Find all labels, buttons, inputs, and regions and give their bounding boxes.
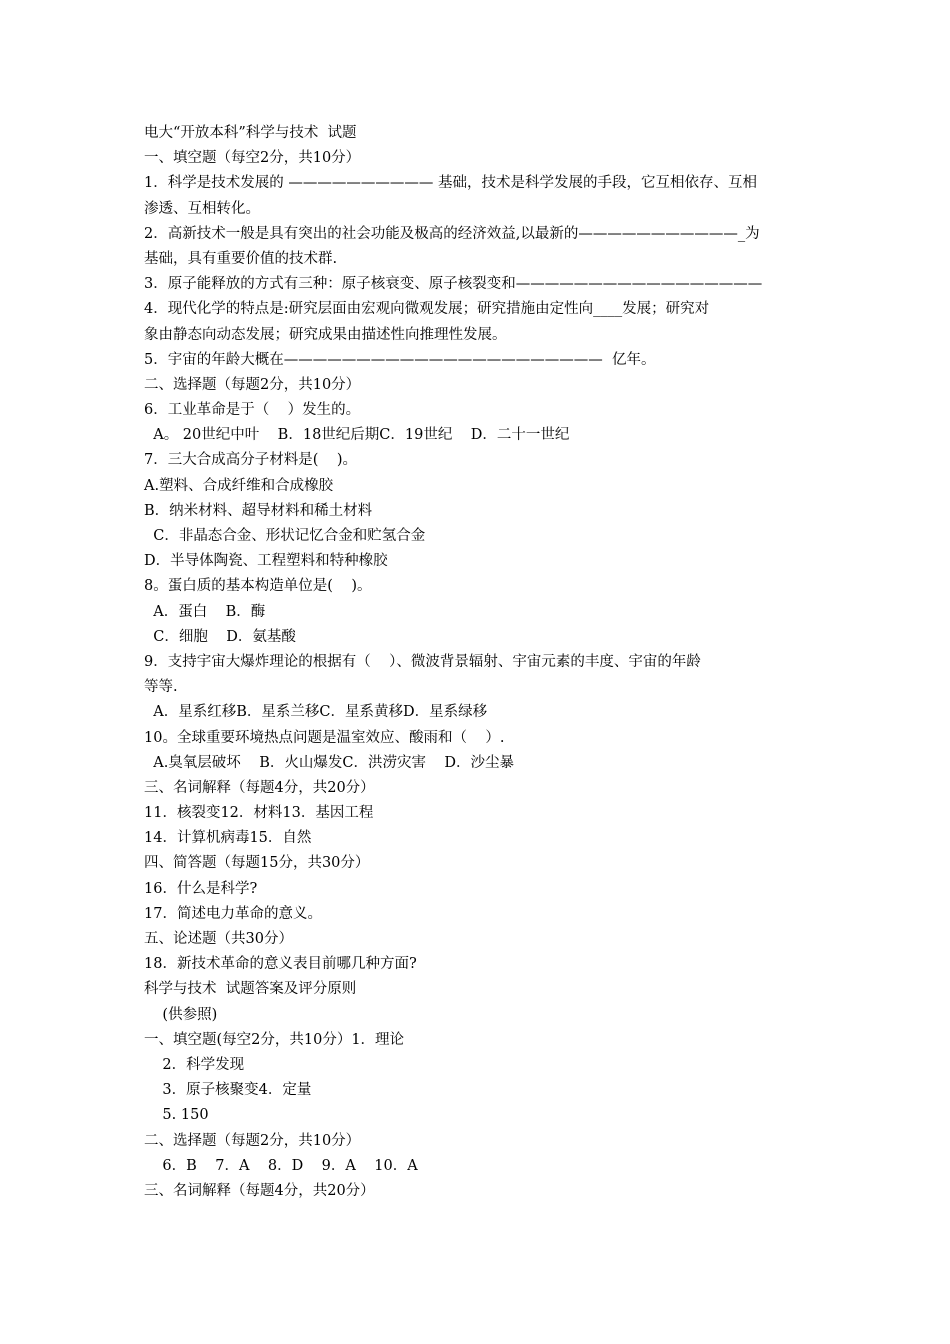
question-line: 10。全球重要环境热点问题是温室效应、酸雨和（ ）. (144, 729, 505, 746)
answer-title: 科学与技术 试题答案及评分原则 (144, 981, 357, 998)
question-line: 基础，具有重要价值的技术群. (144, 250, 338, 267)
section-heading: 二、选择题（每题2分，共10分） (144, 376, 361, 393)
question-line: 4．现代化学的特点是:研究层面由宏观向微观发展；研究措施由定性向____发展；研究对 (144, 301, 710, 318)
question-line: 2．高新技术一般是具有突出的社会功能及极高的经济效益,以最新的———————————_为 (144, 225, 760, 242)
option-line: A．蛋白 B．酶 (144, 603, 266, 620)
section-heading: 一、填空题（每空2分，共10分） (144, 150, 361, 167)
section-heading: 四、简答题（每题15分，共30分） (144, 855, 370, 872)
question-line: 等等. (144, 679, 178, 696)
answer-line: 6．B 7．A 8．D 9．A 10．A (144, 1157, 418, 1174)
question-line: 17．简述电力革命的意义。 (144, 905, 322, 922)
section-heading: 三、名词解释（每题4分，共20分） (144, 1182, 375, 1199)
question-line: 5．宇宙的年龄大概在—————————————————————— 亿年。 (144, 351, 656, 368)
doc-title: 电大“开放本科”科学与技术 试题 (144, 125, 357, 141)
option-line: A．星系红移B．星系兰移C．星系黄移D．星系绿移 (144, 704, 488, 721)
answer-line: 2．科学发现 (144, 1056, 245, 1073)
question-line: 渗透、互相转化。 (144, 200, 260, 217)
answer-line: 5. 150 (144, 1107, 209, 1124)
question-line: 3．原子能释放的方式有三种：原子核衰变、原子核裂变和————————————————— (144, 276, 763, 293)
question-line: 11．核裂变12．材料13．基因工程 (144, 805, 374, 822)
question-line: 象由静态向动态发展；研究成果由描述性向推理性发展。 (144, 326, 507, 343)
question-line: 1．科学是技术发展的 —————————— 基础，技术是科学发展的手段，它互相依存、互相 (144, 175, 757, 192)
question-line: 16．什么是科学? (144, 880, 258, 897)
option-line: D．半导体陶瓷、工程塑料和特种橡胶 (144, 553, 388, 570)
question-line: 6．工业革命是于（ ）发生的。 (144, 402, 361, 419)
answer-subtitle: (供参照) (144, 1006, 218, 1023)
answer-line: 3．原子核聚变4．定量 (144, 1082, 312, 1099)
question-line: 7．三大合成高分子材料是( )。 (144, 452, 357, 469)
option-line: A.塑料、合成纤维和合成橡胶 (144, 477, 334, 494)
option-line: B．纳米材料、超导材料和稀土材料 (144, 502, 373, 519)
question-line: 8。蛋白质的基本构造单位是( )。 (144, 578, 372, 595)
section-heading: 二、选择题（每题2分，共10分） (144, 1132, 361, 1149)
option-line: A.臭氧层破坏 B．火山爆发C．洪涝灾害 D．沙尘暴 (144, 754, 515, 771)
option-line: A。 20世纪中叶 B．18世纪后期C．19世纪 D．二十一世纪 (144, 427, 570, 444)
question-line: 9．支持宇宙大爆炸理论的根据有（ ）、微波背景辐射、宇宙元素的丰度、宇宙的年龄 (144, 653, 701, 670)
question-line: 14．计算机病毒15．自然 (144, 830, 312, 847)
option-line: C．非晶态合金、形状记忆合金和贮氢合金 (144, 528, 426, 544)
exam-document (144, 121, 814, 1204)
section-heading: 三、名词解释（每题4分，共20分） (144, 779, 375, 796)
option-line: C．细胞 D．氨基酸 (144, 628, 296, 645)
question-line: 18．新技术革命的意义表目前哪几种方面? (144, 956, 417, 973)
section-heading: 五、论述题（共30分） (144, 931, 293, 947)
answer-line: 一、填空题(每空2分，共10分）1．理论 (144, 1031, 405, 1048)
